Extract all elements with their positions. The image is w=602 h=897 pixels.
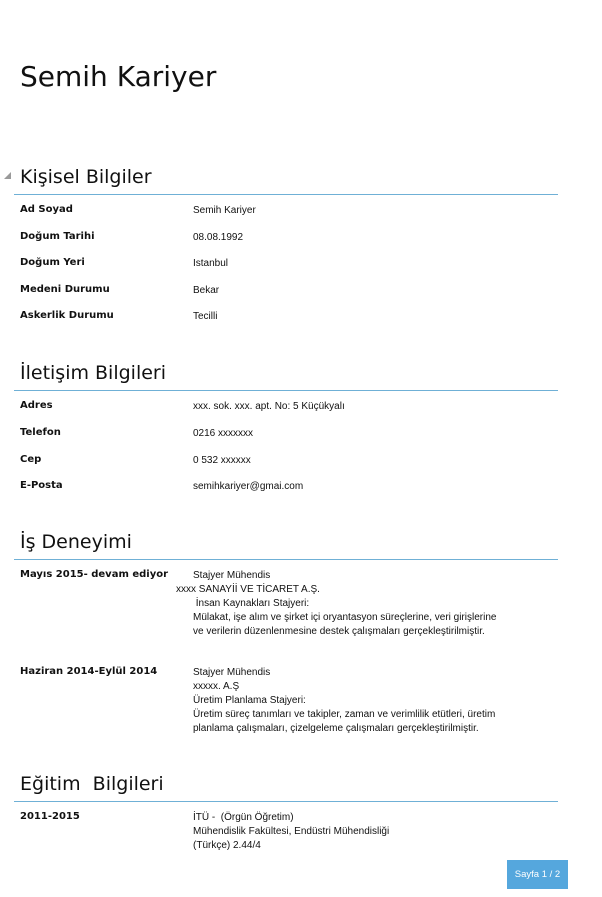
entry-date: 2011-2015 bbox=[20, 811, 80, 822]
field-value[interactable]: semihkariyer@gmai.com bbox=[193, 481, 304, 492]
section-title: İletişim Bilgileri bbox=[20, 362, 167, 384]
field-label: Telefon bbox=[20, 427, 61, 438]
field-value: Bekar bbox=[193, 285, 220, 296]
contact-info-header[interactable] bbox=[14, 360, 558, 391]
personal-info-section bbox=[14, 164, 558, 334]
entry-line: Üretim Planlama Stajyeri: bbox=[193, 695, 306, 706]
field-label: Cep bbox=[20, 454, 42, 465]
field-value: xxx. sok. xxx. apt. No: 5 Küçükyalı bbox=[193, 401, 345, 412]
entry-line: Stajyer Mühendis bbox=[193, 667, 271, 678]
collapse-triangle-icon[interactable] bbox=[4, 172, 11, 179]
entry-date: Haziran 2014-Eylül 2014 bbox=[20, 666, 158, 677]
personal-info-header[interactable] bbox=[14, 164, 558, 195]
entry-line: Mühendislik Fakültesi, Endüstri Mühendisliği bbox=[193, 826, 390, 837]
field-value: Istanbul bbox=[193, 258, 229, 269]
entry-details bbox=[176, 569, 497, 639]
field-label: Medeni Durumu bbox=[20, 284, 110, 295]
field-label: Adres bbox=[20, 400, 53, 411]
education-section bbox=[14, 771, 558, 861]
resume-name: Semih Kariyer bbox=[20, 60, 217, 93]
field-label: Askerlik Durumu bbox=[20, 310, 114, 321]
entry-line: Üretim süreç tanımları ve takipler, zaman ve verimlilik etütleri, üretim bbox=[193, 709, 496, 720]
field-value: 08.08.1992 bbox=[193, 232, 244, 243]
entry-details bbox=[193, 811, 389, 853]
field-label: Doğum Tarihi bbox=[20, 231, 95, 242]
entry-line: planlama çalışmaları, çizelgeleme çalışmaları gerçekleştirilmiştir. bbox=[193, 723, 479, 734]
section-title: Eğitim Bilgileri bbox=[20, 773, 164, 795]
education-header[interactable] bbox=[14, 771, 558, 802]
page-indicator-badge[interactable]: Sayfa 1 / 2 bbox=[507, 860, 568, 889]
entry-line: (Türkçe) 2.44/4 bbox=[193, 840, 261, 851]
entry-line: xxxxx. A.Ş bbox=[193, 681, 240, 692]
field-label: E-Posta bbox=[20, 480, 63, 491]
field-value: 0 532 xxxxxx bbox=[193, 455, 251, 466]
experience-header[interactable] bbox=[14, 529, 558, 560]
entry-details bbox=[193, 666, 495, 736]
entry-line: ve verilerin düzenlenmesine destek çalışmaları gerçekleştirilmiştir. bbox=[193, 626, 485, 637]
field-value: 0216 xxxxxxx bbox=[193, 428, 254, 439]
entry-line: İTÜ - (Örgün Öğretim) bbox=[193, 812, 294, 823]
field-value: Tecilli bbox=[193, 311, 218, 322]
field-value: Semih Kariyer bbox=[193, 205, 256, 216]
entry-line: xxxx SANAYİİ VE TİCARET A.Ş. bbox=[176, 584, 320, 595]
entry-line: Stajyer Mühendis bbox=[193, 570, 271, 581]
section-title: Kişisel Bilgiler bbox=[20, 166, 152, 188]
entry-line: Mülakat, işe alım ve şirket içi oryantasyon süreçlerine, veri girişlerine bbox=[193, 612, 497, 623]
contact-info-section bbox=[14, 360, 558, 500]
field-label: Ad Soyad bbox=[20, 204, 73, 215]
experience-section bbox=[14, 529, 558, 749]
section-title: İş Deneyimi bbox=[20, 531, 132, 553]
entry-date: Mayıs 2015- devam ediyor bbox=[20, 569, 169, 580]
entry-line: İnsan Kaynakları Stajyeri: bbox=[193, 598, 310, 609]
field-label: Doğum Yeri bbox=[20, 257, 85, 268]
